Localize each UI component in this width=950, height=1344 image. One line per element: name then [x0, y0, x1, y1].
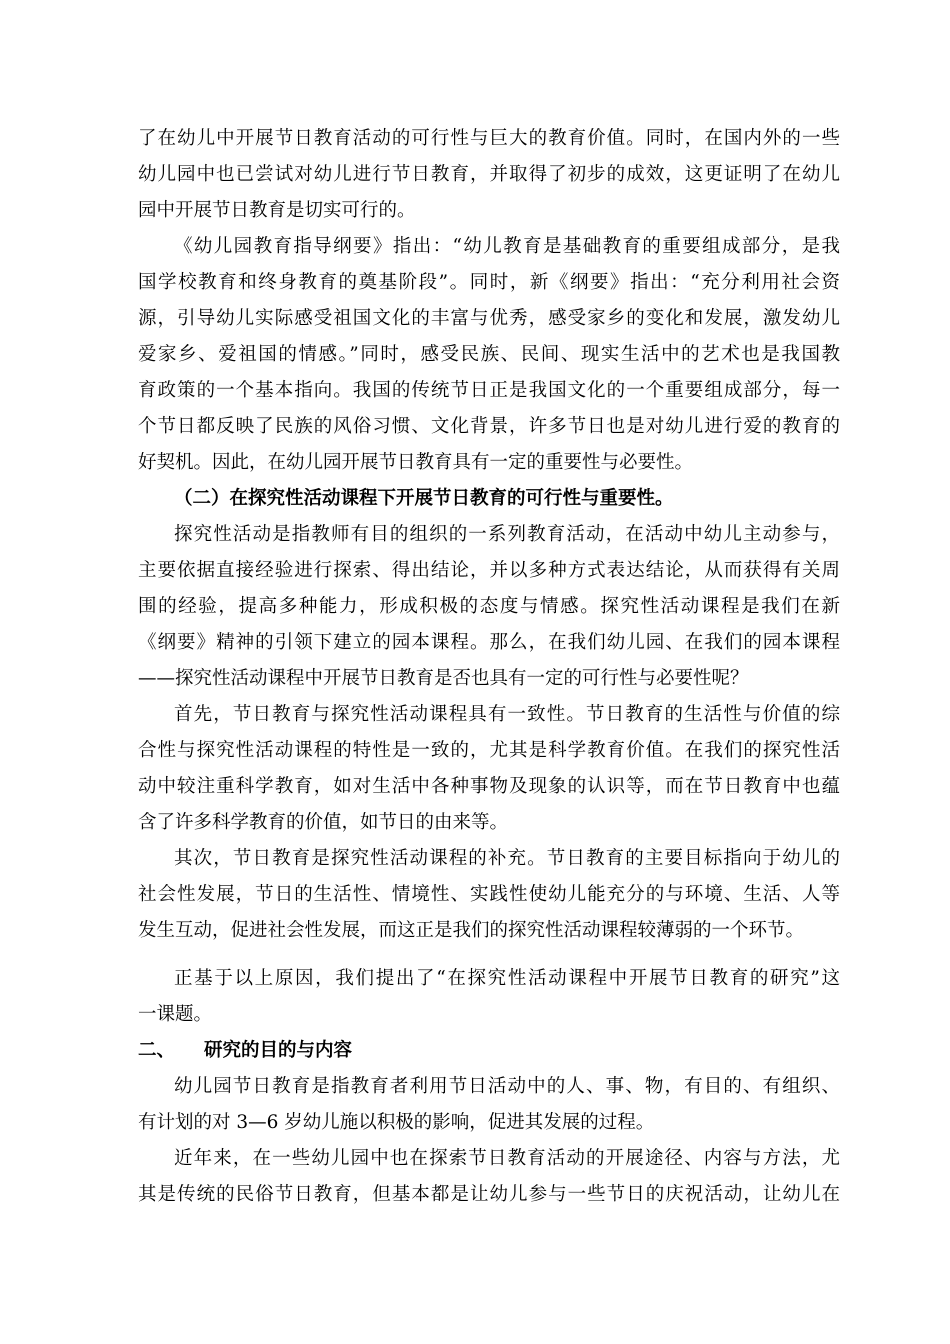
body-text-line: 个节日都反映了民族的风俗习惯、文化背景，许多节日也是对幼儿进行爱的教育的 [138, 416, 840, 437]
body-text-line: 合性与探究性活动课程的特性是一致的，尤其是科学教育价值。在我们的探究性活 [138, 740, 840, 761]
body-text-line: 园中开展节日教育是切实可行的。 [138, 200, 416, 221]
body-text-line: 主要依据直接经验进行探索、得出结论，并以多种方式表达结论，从而获得有关周 [138, 560, 840, 581]
subsection-heading: （二）在探究性活动课程下开展节日教育的可行性与重要性。 [174, 488, 674, 509]
body-text-line: 国学校教育和终身教育的奠基阶段”。同时，新《纲要》指出：“充分利用社会资 [138, 272, 840, 293]
body-text-line: 其是传统的民俗节日教育，但基本都是让幼儿参与一些节日的庆祝活动，让幼儿在 [138, 1184, 840, 1205]
body-text-line: 动中较注重科学教育，如对生活中各种事物及现象的认识等，而在节日教育中也蕴 [138, 776, 840, 797]
body-text-line: 社会性发展，节日的生活性、情境性、实践性使幼儿能充分的与环境、生活、人等 [138, 884, 840, 905]
body-text-line: 一课题。 [138, 1004, 213, 1025]
paragraph-first-line: 探究性活动是指教师有目的组织的一系列教育活动，在活动中幼儿主动参与， [174, 524, 840, 545]
body-text-line: 发生互动，促进社会性发展，而这正是我们的探究性活动课程较薄弱的一个环节。 [138, 920, 805, 941]
paragraph-first-line: 首先，节日教育与探究性活动课程具有一致性。节日教育的生活性与价值的综 [174, 704, 840, 725]
body-text-line: 源，引导幼儿实际感受祖国文化的丰富与优秀，感受家乡的变化和发展，激发幼儿 [138, 308, 840, 329]
body-text-line: 围的经验，提高多种能力，形成积极的态度与情感。探究性活动课程是我们在新 [138, 596, 840, 617]
body-text-line: 幼儿园中也已尝试对幼儿进行节日教育，并取得了初步的成效，这更证明了在幼儿 [138, 164, 840, 185]
paragraph-first-line: 近年来，在一些幼儿园中也在探索节日教育活动的开展途径、内容与方法，尤 [174, 1148, 840, 1169]
body-text-line: 育政策的一个基本指向。我国的传统节日正是我国文化的一个重要组成部分，每一 [138, 380, 840, 401]
paragraph-first-line: 其次，节日教育是探究性活动课程的补充。节日教育的主要目标指向于幼儿的 [174, 848, 840, 869]
body-text-line: 爱家乡、爱祖国的情感。”同时，感受民族、民间、现实生活中的艺术也是我国教 [138, 344, 840, 365]
body-text-line: 好契机。因此，在幼儿园开展节日教育具有一定的重要性与必要性。 [138, 452, 694, 473]
paragraph-first-line: 幼儿园节日教育是指教育者利用节日活动中的人、事、物，有目的、有组织、 [174, 1076, 840, 1097]
body-text-line: 《纲要》精神的引领下建立的园本课程。那么，在我们幼儿园、在我们的园本课程 [138, 632, 840, 653]
paragraph-first-line: 正基于以上原因，我们提出了“在探究性活动课程中开展节日教育的研究”这 [174, 968, 840, 989]
body-text-line: 有计划的对 3—6 岁幼儿施以积极的影响，促进其发展的过程。 [138, 1112, 655, 1133]
section-number: 二、 [138, 1040, 176, 1061]
body-text-line: 含了许多科学教育的价值，如节日的由来等。 [138, 812, 509, 833]
section-title: 研究的目的与内容 [204, 1040, 353, 1061]
body-text-line: ——探究性活动课程中开展节日教育是否也具有一定的可行性与必要性呢？ [138, 668, 749, 689]
paragraph-first-line: 《幼儿园教育指导纲要》指出：“幼儿教育是基础教育的重要组成部分，是我 [174, 236, 840, 257]
body-text-line: 了在幼儿中开展节日教育活动的可行性与巨大的教育价值。同时，在国内外的一些 [138, 128, 840, 149]
section-heading [138, 1033, 840, 1069]
